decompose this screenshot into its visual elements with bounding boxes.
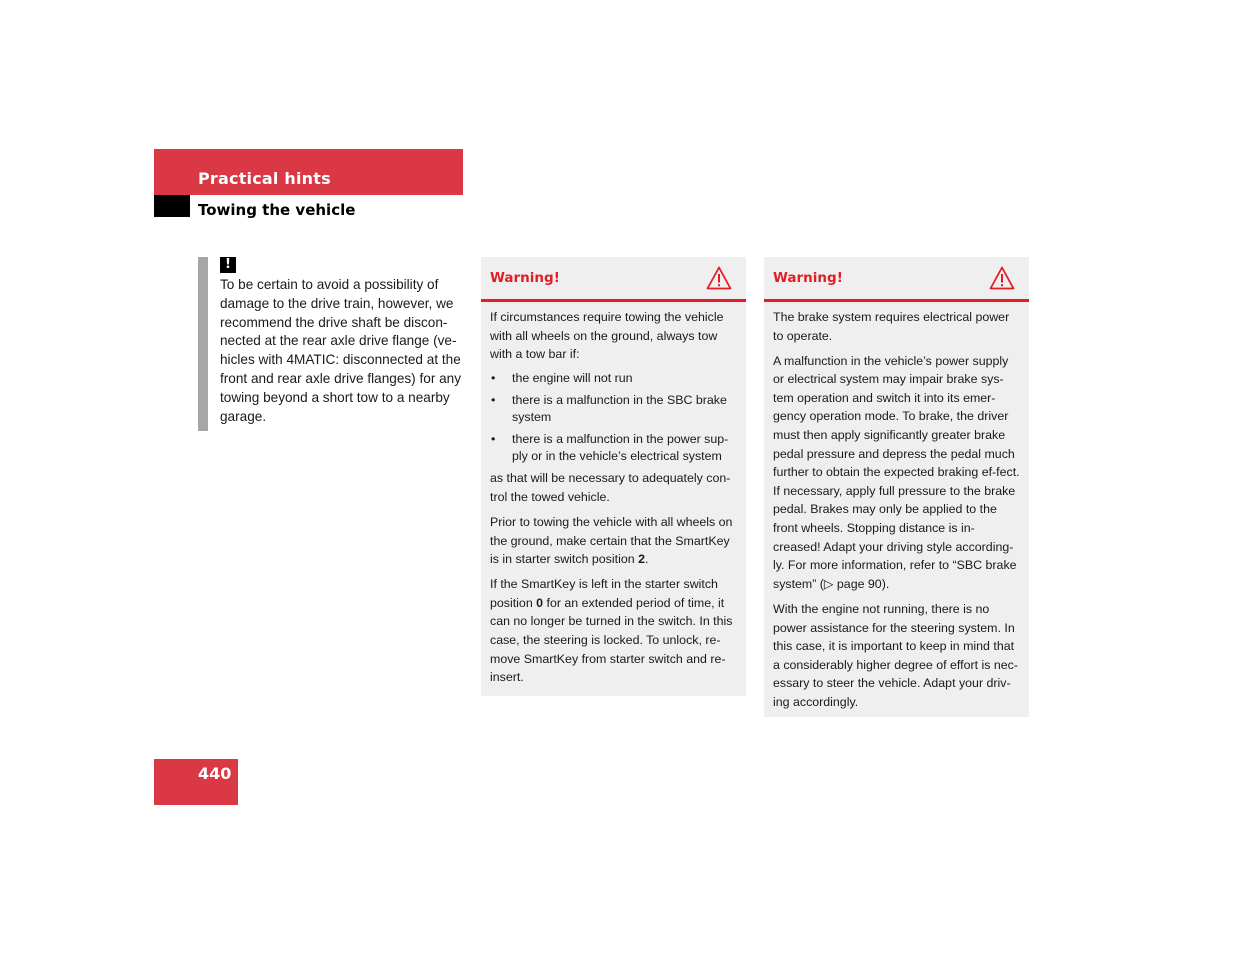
warning-paragraph-power: The brake system requires electrical power to operate. — [773, 310, 1010, 343]
subsection-marker — [154, 195, 190, 217]
warning-box-brakes — [764, 257, 1029, 717]
list-item: • there is a malfunction in the SBC brake system — [490, 392, 737, 427]
warning-box-towing — [481, 257, 746, 696]
warning-triangle-icon — [706, 266, 732, 290]
note-sidebar — [198, 257, 208, 431]
warning-paragraph-steering: With the engine not running, there is no power assistance for the steering system. In this case, it is important to keep in mind that a considerably higher degree of effort is nec-essary to steer the vehicle. Adapt your driv-ing accordingly. — [773, 601, 1018, 709]
warning-label: Warning! — [773, 270, 843, 286]
warning-label: Warning! — [490, 270, 560, 286]
warning-bullet-list — [490, 370, 737, 465]
warning-after-list: as that will be necessary to adequately con-trol the towed vehicle. — [490, 471, 731, 504]
warning-body — [481, 302, 746, 701]
section-title: Practical hints — [198, 169, 331, 188]
warning-triangle-icon — [989, 266, 1015, 290]
warning-intro: If circumstances require towing the vehicle with all wheels on the ground, always tow with a tow bar if: — [490, 310, 724, 362]
list-item: • there is a malfunction in the power sup-ply or in the vehicle’s electrical system — [490, 431, 737, 466]
page-number: 440 — [198, 764, 232, 783]
exclamation-icon: ! — [220, 257, 236, 273]
subsection-title: Towing the vehicle — [198, 201, 356, 219]
warning-header — [764, 257, 1029, 302]
warning-paragraph-malfunction: A malfunction in the vehicle’s power supply or electrical system may impair brake sys-tem operation and switch it into its emer-gency operation mode. To brake, the driver must then apply significantly greater brake pedal pressure and depress the pedal much further to obtain the expected braking ef-fect. If necessary, apply full pressure to the brake pedal. Brakes may only be applied to the front wheels. Stopping distance is in-creased! Adapt your driving style according-ly. For more information, refer to “SBC brake system” (▷ page 90). — [773, 353, 1020, 591]
note-text: To be certain to avoid a possibility of damage to the drive train, however, we recommend the drive shaft be discon-nected at the rear axle drive flange (ve-hicles with 4MATIC: disconnected at the front and rear axle drive flanges) for any towing beyond a short tow to a nearby garage. — [220, 277, 462, 424]
warning-body — [764, 302, 1029, 726]
warning-paragraph-smartkey-locked: If the SmartKey is left in the starter switch position 0 for an extended period of time, it can no longer be turned in the switch. In this case, the steering is locked. To unlock, re-move SmartKey from starter switch and re-insert. — [490, 577, 733, 685]
warning-header — [481, 257, 746, 302]
list-item: • the engine will not run — [490, 370, 737, 387]
warning-paragraph-smartkey-position: Prior to towing the vehicle with all wheels on the ground, make certain that the SmartKey is in starter switch position 2. — [490, 515, 733, 567]
